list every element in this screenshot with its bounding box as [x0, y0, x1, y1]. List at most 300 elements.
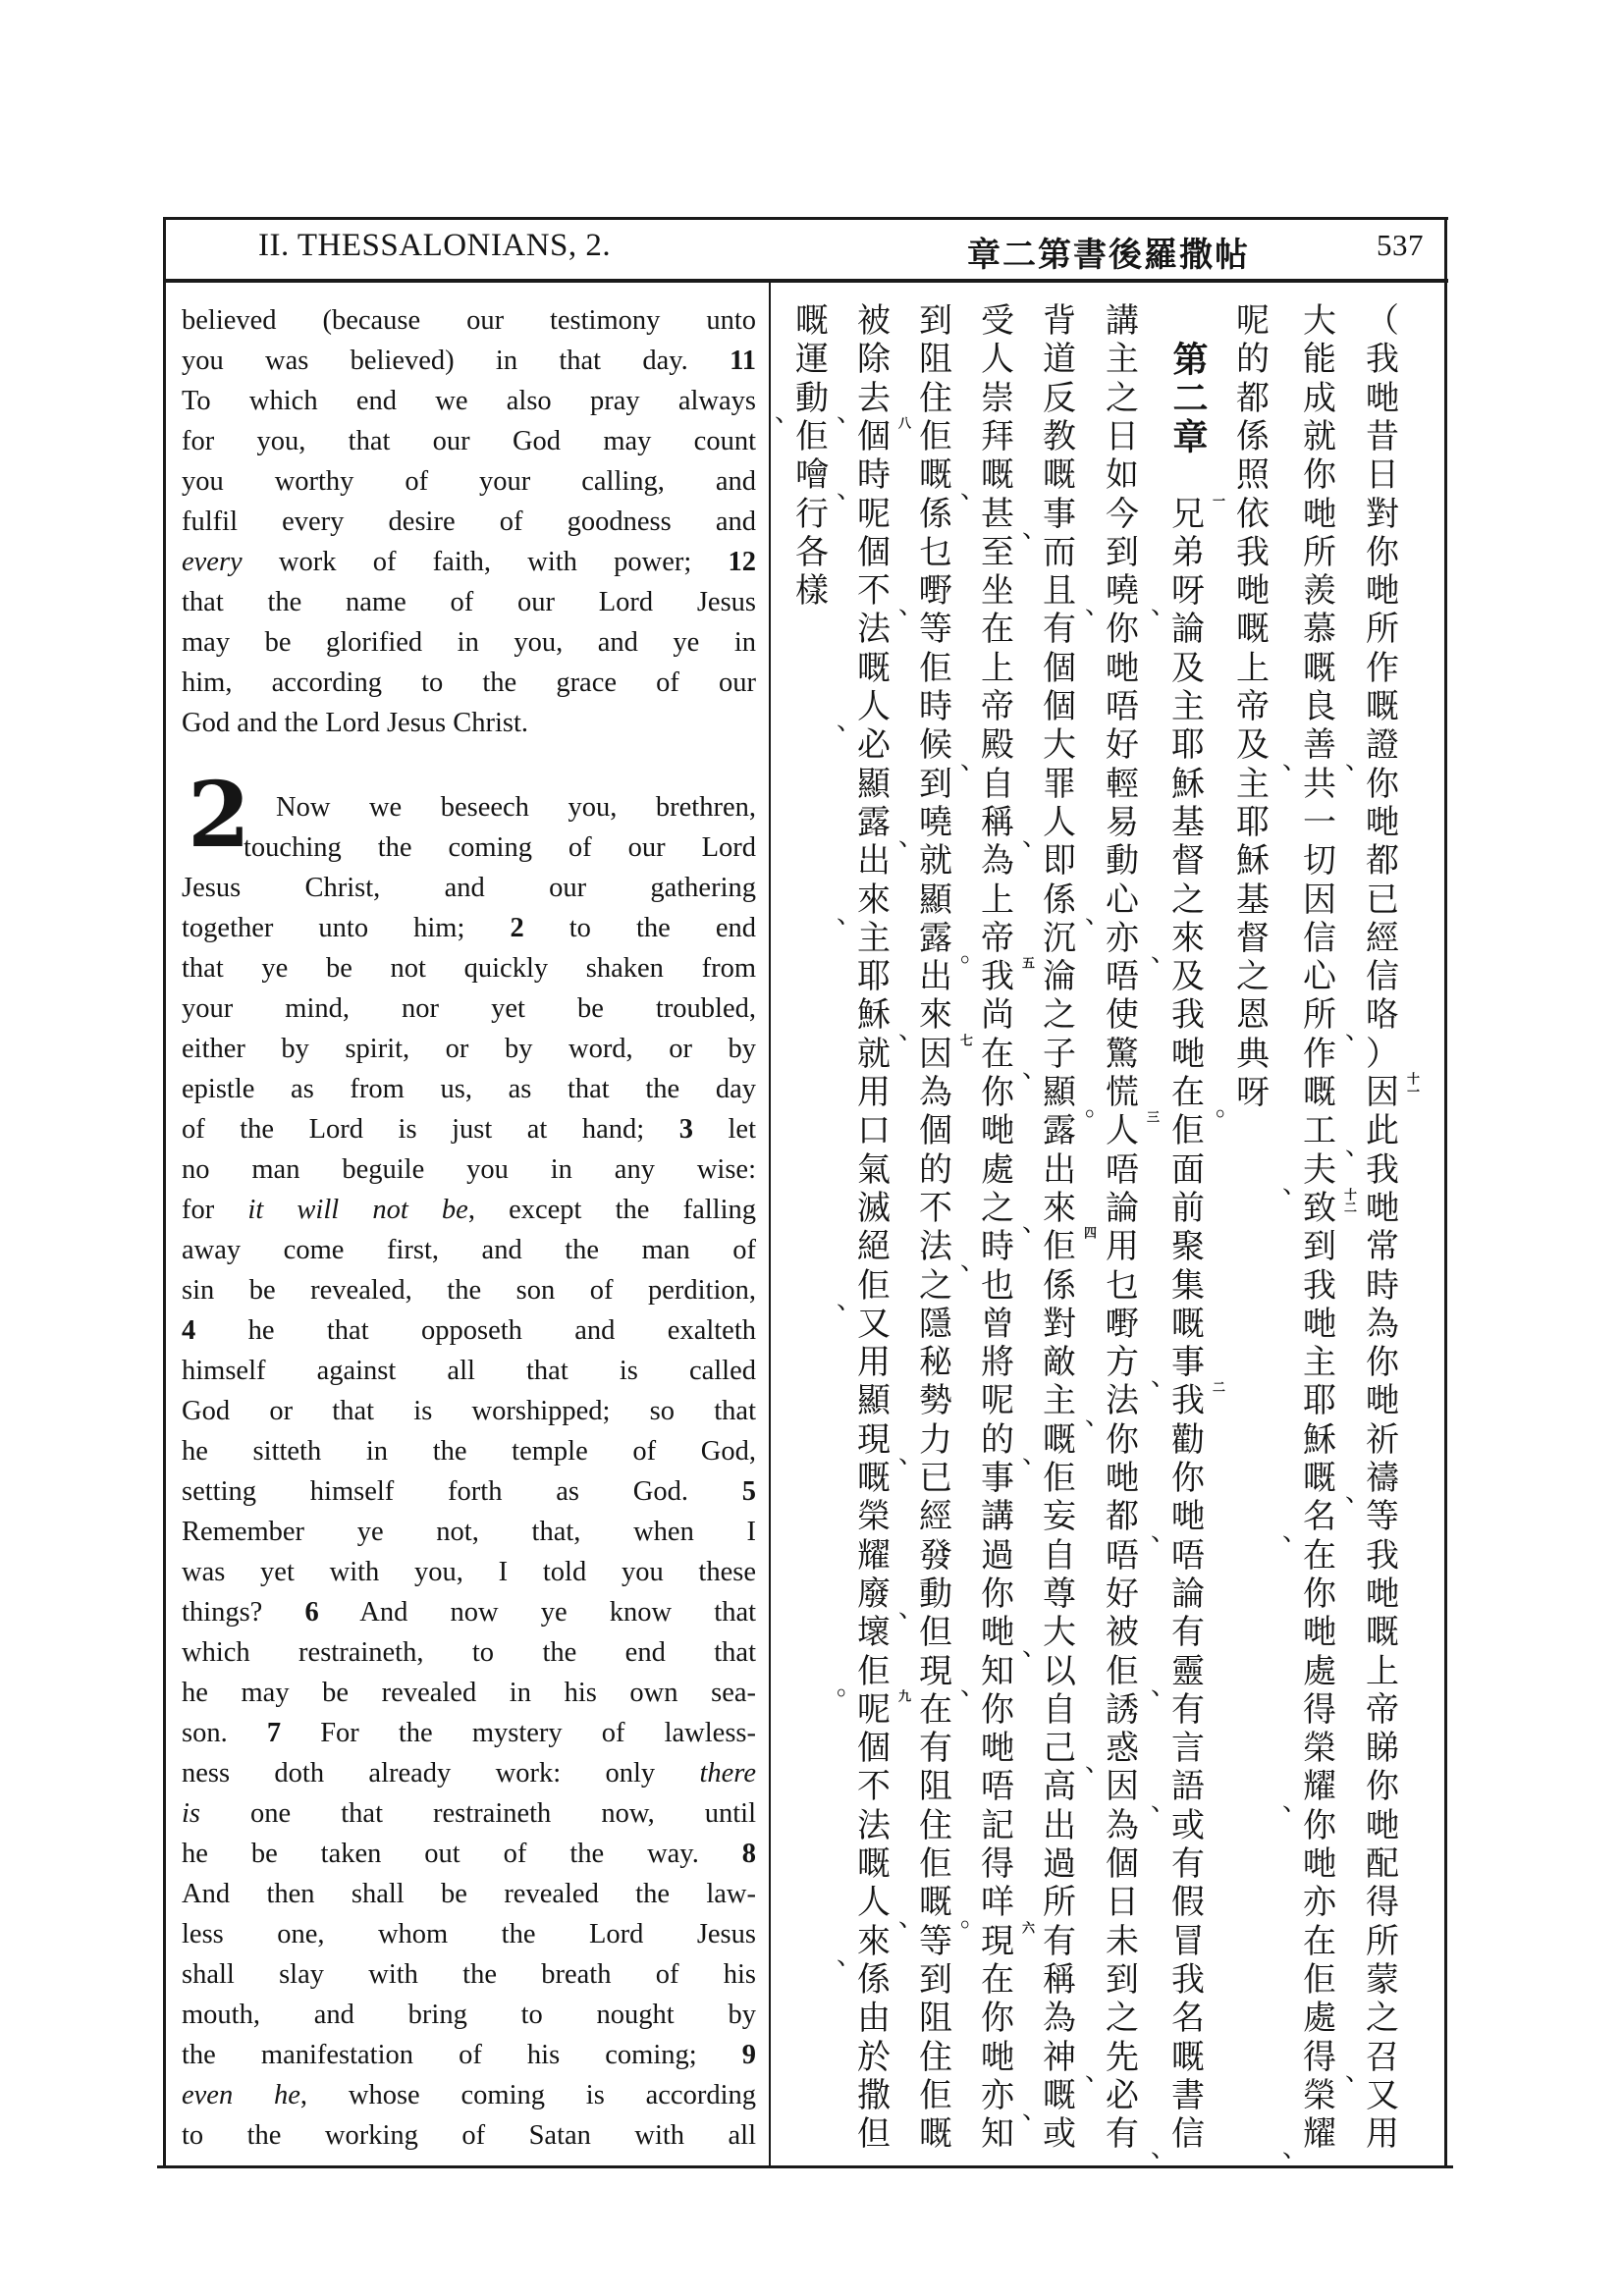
- text-line: [182, 1834, 756, 1874]
- chinese-char: 有: [1171, 1613, 1205, 1653]
- chinese-char: 個: [1106, 1844, 1139, 1884]
- punctuation-mark: 、: [898, 591, 925, 621]
- chinese-char: 人 三: [1106, 1110, 1159, 1151]
- text-line: [182, 1713, 756, 1753]
- chinese-char: 呀 。: [1216, 1073, 1270, 1123]
- text-run: setting himself forth as God.: [182, 1476, 742, 1507]
- chinese-char: 出: [1043, 1805, 1076, 1845]
- chinese-char: 就: [1303, 416, 1336, 456]
- punctuation-mark: 、: [1282, 2134, 1309, 2164]
- punctuation-mark: 、: [1345, 2056, 1372, 2087]
- chinese-char: 呀 、: [1151, 571, 1205, 621]
- text-run: Remember ye not, that, when I: [182, 1517, 756, 1547]
- text-line: [182, 341, 756, 381]
- chinese-char: 主: [1236, 764, 1270, 804]
- punctuation-mark: 、: [1022, 1439, 1049, 1469]
- chinese-char: 以: [1043, 1651, 1076, 1691]
- chinese-char: 有: [1043, 610, 1076, 650]
- chinese-char: 乜: [1106, 1265, 1139, 1306]
- chinese-char: 主: [1043, 1381, 1076, 1421]
- chinese-char: 經: [919, 1497, 952, 1537]
- chinese-char: 嘢: [1106, 1304, 1139, 1344]
- punctuation-mark: 、: [775, 398, 801, 428]
- chinese-char: 為: [1106, 1805, 1139, 1845]
- chinese-char: 召 、: [1345, 2037, 1399, 2087]
- chinese-char: 阻: [919, 1999, 952, 2039]
- text-run: of the Lord is just at hand;: [182, 1114, 679, 1145]
- chinese-char: 都: [1366, 841, 1399, 881]
- chinese-char: 上: [1236, 648, 1270, 688]
- chinese-char: 大: [1043, 725, 1076, 766]
- chinese-char: 耀: [857, 1535, 891, 1575]
- chinese-char: 人 、: [1022, 802, 1076, 853]
- chinese-char: 因 七: [919, 1033, 972, 1074]
- text-run: son.: [182, 1718, 267, 1748]
- chinese-char: 秘: [919, 1343, 952, 1383]
- chinese-char: 你: [1366, 532, 1399, 572]
- chinese-char: 慕: [1303, 610, 1336, 650]
- punctuation-mark: 、: [1151, 938, 1177, 969]
- chinese-char: 撒: [857, 2075, 891, 2115]
- chinese-char: 稱: [981, 802, 1014, 842]
- chinese-char: 哋 、: [1151, 1497, 1205, 1547]
- chinese-char: 帝: [981, 687, 1014, 726]
- chinese-char: 顯: [1043, 1073, 1076, 1112]
- chinese-char: 但: [919, 1613, 952, 1653]
- chinese-char: 為: [981, 841, 1014, 881]
- chinese-char: 顯: [857, 764, 891, 804]
- chinese-char: 在: [919, 1689, 952, 1730]
- chinese-char: 日: [1106, 416, 1139, 456]
- punctuation-mark: 、: [1022, 823, 1049, 853]
- chinese-char: 處: [1303, 1651, 1336, 1691]
- chinese-char: 至: [981, 532, 1014, 572]
- italic-run: is: [182, 1798, 201, 1829]
- chinese-char: 共: [1303, 764, 1336, 804]
- chinese-char: 哋: [1106, 648, 1139, 688]
- punctuation-mark: 。: [960, 1902, 987, 1933]
- chinese-char: 唔: [1106, 1535, 1139, 1575]
- chinese-char: 佢: [1303, 1959, 1336, 2000]
- chinese-char: 嘵 、: [1085, 571, 1139, 621]
- chinese-char: 不: [857, 571, 891, 612]
- chinese-char: 夫 、: [1282, 1149, 1336, 1200]
- text-run: mouth, and bring to nought by: [182, 2000, 756, 2030]
- chinese-char: 及: [1171, 957, 1205, 997]
- chinese-char: 佢 。: [837, 1651, 891, 1701]
- punctuation-mark: 、: [898, 823, 925, 853]
- chinese-char: 講: [1106, 301, 1139, 341]
- chinese-char: 因: [1303, 880, 1336, 920]
- chinese-char: 你: [1171, 1459, 1205, 1498]
- chinese-char: 主: [857, 918, 891, 958]
- chinese-char: 運: [795, 340, 829, 380]
- text-run: him, according to the grace of our: [182, 667, 756, 698]
- text-line: [182, 381, 756, 421]
- chinese-char: 配: [1366, 1844, 1399, 1884]
- text-line: [182, 703, 756, 743]
- text-run: , except the falling: [467, 1195, 756, 1225]
- chinese-char: 嘅: [1366, 687, 1399, 726]
- chinese-char: 高: [1043, 1767, 1076, 1807]
- text-run: ness doth already work: only: [182, 1758, 700, 1789]
- text-line: [182, 1310, 756, 1351]
- chinese-char: 唔: [1106, 1149, 1139, 1190]
- chinese-char: 自: [1043, 1535, 1076, 1575]
- verse-number: 7: [266, 1718, 282, 1748]
- chinese-char: 你: [981, 1999, 1014, 2039]
- chinese-char: 罪: [1043, 764, 1076, 804]
- verse-number: 9: [741, 2040, 756, 2070]
- chinese-char: 亦: [1106, 918, 1139, 958]
- verse-number: 八: [895, 415, 910, 429]
- chinese-char: 拜: [981, 416, 1014, 456]
- chinese-char: 等: [919, 1921, 952, 1961]
- chinese-char: 樣: [795, 571, 829, 612]
- punctuation-mark: 、: [898, 1015, 925, 1045]
- chinese-char: 書: [1171, 2075, 1205, 2115]
- chinese-char: 行: [795, 494, 829, 534]
- chinese-char: 嘅: [857, 1459, 891, 1498]
- chinese-char: 氣: [857, 1149, 891, 1190]
- text-run: for you, that our God may count: [182, 426, 756, 456]
- chinese-char: 法: [857, 1805, 891, 1845]
- chinese-char: 嘅 、: [898, 1883, 952, 1933]
- text-run: To which end we also pray always: [182, 386, 756, 416]
- punctuation-mark: 、: [1345, 1015, 1372, 1045]
- chinese-char: 係: [857, 1959, 891, 2000]
- text-line: [182, 421, 756, 461]
- chinese-char: 係: [1043, 1265, 1076, 1306]
- chinese-char: 我 五: [981, 956, 1034, 997]
- chinese-char: 如: [1106, 455, 1139, 496]
- chinese-char: 帝: [1366, 1689, 1399, 1730]
- chinese-char: 嘅: [857, 1844, 891, 1884]
- chinese-char: 人 、: [837, 687, 891, 737]
- chinese-char: 得: [1366, 1883, 1399, 1923]
- verse-number: 五: [1019, 956, 1034, 970]
- chinese-char: 嘅 、: [1022, 1419, 1076, 1469]
- chinese-char: 沉: [1043, 918, 1076, 958]
- chinese-char: 自: [1043, 1689, 1076, 1730]
- chinese-char: 我: [1303, 1265, 1336, 1306]
- chinese-char: 前: [1171, 1188, 1205, 1228]
- chinese-char: 慌 。: [1085, 1073, 1139, 1123]
- chinese-char: 我: [1171, 1959, 1205, 2000]
- frame-bottom-rule: [157, 2165, 1453, 2168]
- punctuation-mark: 、: [1151, 1362, 1177, 1393]
- chinese-char: 事: [981, 1459, 1014, 1498]
- chinese-char: 住: [919, 2037, 952, 2077]
- chinese-char: 過: [981, 1535, 1014, 1575]
- verse-number: 8: [741, 1839, 756, 1869]
- text-run: either by spirit, or by word, or by: [182, 1034, 756, 1064]
- chinese-char: 絕: [857, 1227, 891, 1267]
- chinese-char: 佢: [1043, 1459, 1076, 1498]
- chinese-char: 嘅: [919, 455, 952, 496]
- chinese-char: 我: [1366, 340, 1399, 380]
- chinese-char: 有: [1043, 1921, 1076, 1961]
- chinese-char: 個: [919, 1111, 952, 1151]
- punctuation-mark: 、: [1345, 1478, 1372, 1509]
- chinese-char: 法: [857, 610, 891, 650]
- chinese-char: 主: [1171, 687, 1205, 726]
- chinese-char: 易: [1106, 802, 1139, 842]
- text-line: [182, 1431, 756, 1471]
- text-run: he may be revealed in his own sea-: [182, 1678, 756, 1708]
- chinese-char: 呢: [1236, 301, 1270, 341]
- text-line: [182, 1029, 756, 1069]
- chinese-char: 將: [981, 1343, 1014, 1383]
- chinese-char: 耶: [1236, 802, 1270, 842]
- chinese-char: 惑 、: [1085, 1729, 1139, 1779]
- chinese-char: 方: [1106, 1343, 1139, 1383]
- text-run: And then shall be revealed the law-: [182, 1879, 756, 1909]
- chinese-char: 等: [1366, 1497, 1399, 1537]
- chinese-char: 唔: [981, 1767, 1014, 1807]
- chinese-char: 大 、: [1022, 1613, 1076, 1663]
- text-run: touching the coming of our Lord: [243, 832, 756, 863]
- chinese-char: 殿 、: [960, 725, 1014, 775]
- chinese-char: 常: [1366, 1227, 1399, 1267]
- chinese-char: 呢: [857, 494, 891, 534]
- text-run: less one, whom the Lord Jesus: [182, 1919, 756, 1949]
- text-run: together unto him;: [182, 913, 511, 943]
- text-run: that ye be not quickly shaken from: [182, 953, 756, 984]
- punctuation-mark: 、: [960, 1671, 987, 1701]
- chinese-char: 帝: [1236, 687, 1270, 726]
- chinese-char: 嘅: [919, 2114, 952, 2155]
- punctuation-mark: 、: [1022, 1632, 1049, 1663]
- verse-number: 6: [304, 1597, 319, 1628]
- chinese-char: 亦: [1303, 1883, 1336, 1923]
- chinese-char: 你: [1106, 610, 1139, 650]
- chinese-char: 你: [1303, 1574, 1336, 1614]
- chinese-char: 即: [1043, 841, 1076, 881]
- chinese-char: 又: [1366, 2075, 1399, 2115]
- text-run: that the name of our Lord Jesus: [182, 587, 756, 617]
- chinese-char: 不: [857, 1767, 891, 1807]
- chinese-char: 去 、: [837, 378, 891, 428]
- text-run: And now ye know that: [318, 1597, 757, 1628]
- chinese-char: 一: [1303, 802, 1336, 842]
- chinese-char: 個 八: [857, 415, 910, 456]
- chinese-char: 之: [1106, 378, 1139, 418]
- chinese-char: 佢 四: [1043, 1226, 1096, 1267]
- chinese-char: 坐: [981, 571, 1014, 612]
- chinese-char: 上: [1366, 1651, 1399, 1691]
- text-line: [182, 663, 756, 703]
- punctuation-mark: 、: [960, 475, 987, 506]
- chinese-char: 處: [981, 1149, 1014, 1190]
- chinese-char: 神: [1043, 2037, 1076, 2077]
- chinese-char: 或: [1171, 1805, 1205, 1845]
- chinese-char: 時 、: [837, 455, 891, 506]
- verse-number: 一: [1210, 493, 1224, 507]
- text-line: [182, 1270, 756, 1310]
- punctuation-mark: 、: [1151, 1517, 1177, 1547]
- chinese-char: 我: [1171, 995, 1205, 1036]
- chinese-char: 穌: [1236, 841, 1270, 881]
- punctuation-mark: 、: [1151, 2134, 1177, 2164]
- chinese-char: 哋: [1303, 1844, 1336, 1884]
- chinese-char: 在: [1303, 1535, 1336, 1575]
- chinese-char: 不: [919, 1188, 952, 1228]
- chinese-char: 假: [1171, 1883, 1205, 1923]
- chinese-char: 現: [857, 1419, 891, 1460]
- chinese-char: 嘅: [1236, 610, 1270, 650]
- punctuation-mark: 、: [898, 1439, 925, 1469]
- chinese-char: 唔: [1106, 957, 1139, 997]
- chinese-char: ）: [1366, 1034, 1399, 1074]
- chinese-char: 到: [1303, 1227, 1336, 1267]
- chinese-char: 你: [1366, 1343, 1399, 1383]
- chinese-char: 必: [1106, 2075, 1139, 2115]
- chinese-char: 大: [1303, 301, 1336, 341]
- text-run: he sitteth in the temple of God,: [182, 1436, 756, 1467]
- chinese-char: 嘅 、: [960, 455, 1014, 506]
- chapter-title: 第二章: [1167, 341, 1209, 456]
- page-number: 537: [1377, 228, 1424, 262]
- chinese-char: 就: [857, 1034, 891, 1074]
- text-line: [182, 1995, 756, 2035]
- chinese-char: 哋: [1303, 1613, 1336, 1653]
- chinese-char: 現 六: [981, 1920, 1034, 1961]
- chinese-char: 到: [919, 1959, 952, 2000]
- chinese-char: 集: [1171, 1265, 1205, 1306]
- italic-run: even he: [182, 2080, 300, 2110]
- chinese-char: 又: [857, 1304, 891, 1344]
- chinese-char: 工: [1303, 1111, 1336, 1151]
- text-run: may be glorified in you, and ye in: [182, 627, 756, 658]
- chinese-char: 勢: [919, 1381, 952, 1421]
- text-line: [182, 908, 756, 948]
- chinese-char: 睇: [1366, 1729, 1399, 1769]
- chinese-char: 因: [1106, 1767, 1139, 1807]
- chinese-char: 唔: [1106, 687, 1139, 726]
- chinese-char: 子 、: [1022, 1034, 1076, 1084]
- punctuation-mark: 、: [898, 1594, 925, 1625]
- text-run: you was believed) in that day.: [182, 346, 730, 376]
- chinese-char: 或: [1043, 2114, 1076, 2155]
- chinese-char: 噲: [795, 455, 829, 496]
- chinese-char: 羨: [1303, 571, 1336, 612]
- chinese-char: 好: [1106, 725, 1139, 766]
- punctuation-mark: 、: [1022, 513, 1049, 544]
- chinese-char: 被: [857, 301, 891, 341]
- chinese-char: 你: [1366, 1767, 1399, 1807]
- chinese-char: 誘: [1106, 1689, 1139, 1730]
- text-run: which restraineth, to the end that: [182, 1637, 756, 1668]
- chinese-char: 上: [981, 648, 1014, 688]
- chinese-char: 來 、: [898, 995, 952, 1045]
- chinese-char: 嘅: [1303, 648, 1336, 688]
- chinese-char: 呢: [981, 1381, 1014, 1421]
- text-run: to the end: [523, 913, 756, 943]
- chinese-char: 崇: [981, 378, 1014, 418]
- punctuation-mark: 、: [1085, 2056, 1111, 2087]
- chinese-char: 來 、: [837, 880, 891, 930]
- chinese-char: 人: [981, 340, 1014, 380]
- chinese-char: 論: [1171, 1574, 1205, 1614]
- punctuation-mark: 、: [960, 1247, 987, 1277]
- text-line: [182, 948, 756, 988]
- chinese-char: 哋: [981, 2037, 1014, 2077]
- chinese-char: 稱: [1043, 1959, 1076, 2000]
- chinese-char: 事 、: [1022, 494, 1076, 544]
- chinese-char: 穌: [1171, 764, 1205, 804]
- chinese-char: 主: [1106, 340, 1139, 380]
- chinese-char: 時 、: [960, 1227, 1014, 1277]
- chinese-char: 良: [1303, 687, 1336, 726]
- chinese-char: 之: [1043, 995, 1076, 1036]
- chinese-char: 語 、: [1151, 1767, 1205, 1817]
- chinese-char: 係: [919, 494, 952, 534]
- chinese-char: 耶: [1171, 725, 1205, 766]
- punctuation-mark: 、: [1151, 591, 1177, 621]
- chinese-char: 呢 九: [857, 1688, 910, 1730]
- text-run: the manifestation of his coming;: [182, 2040, 742, 2070]
- chinese-char: 有: [919, 1729, 952, 1769]
- italic-run: every: [182, 547, 243, 577]
- chinese-char: 你: [981, 1073, 1014, 1112]
- text-line: [182, 1954, 756, 1995]
- verse-number: 三: [1144, 1110, 1159, 1124]
- chinese-char: 發: [919, 1535, 952, 1575]
- text-run: he that opposeth and exalteth: [195, 1315, 756, 1346]
- chinese-char: 力 、: [898, 1419, 952, 1469]
- chinese-char: 時: [1366, 1265, 1399, 1306]
- chinese-char: 所: [1366, 610, 1399, 650]
- text-run: Jesus Christ, and our gathering: [182, 873, 756, 903]
- punctuation-mark: 、: [837, 899, 863, 930]
- chinese-char: 哋: [1171, 1034, 1205, 1074]
- text-run: himself against all that is called: [182, 1356, 756, 1386]
- chinese-char: 佢: [1106, 1651, 1139, 1691]
- chinese-char: 哋: [1366, 378, 1399, 418]
- chinese-char: 得: [1303, 1689, 1336, 1730]
- chinese-char: 日: [1366, 455, 1399, 496]
- verse-number: 3: [678, 1114, 693, 1145]
- chinese-char: 有: [1171, 1689, 1205, 1730]
- chinese-char: 講: [981, 1497, 1014, 1537]
- chinese-char: 耶: [1303, 1381, 1336, 1421]
- chinese-char: 典: [1236, 1034, 1270, 1074]
- text-line: [182, 1069, 756, 1109]
- chinese-char: 信: [1303, 918, 1336, 958]
- chinese-char: 尊: [1043, 1574, 1076, 1614]
- chinese-char: 咯 、: [1345, 995, 1399, 1045]
- chinese-char: 佢: [919, 648, 952, 688]
- chinese-char: 時: [919, 687, 952, 726]
- punctuation-mark: 、: [1282, 1169, 1309, 1200]
- punctuation-mark: 。: [837, 1671, 863, 1701]
- chinese-char: 教: [1043, 416, 1076, 456]
- punctuation-mark: 、: [1022, 1208, 1049, 1239]
- chinese-char: 出: [1043, 1149, 1076, 1190]
- chinese-char: 來 、: [837, 1921, 891, 1971]
- text-line: [182, 582, 756, 622]
- chinese-char: 先 、: [1085, 2037, 1139, 2087]
- chinese-char: 耀 、: [1282, 1767, 1336, 1817]
- chinese-char: 依: [1236, 494, 1270, 534]
- text-run: he be taken out of the way.: [182, 1839, 742, 1869]
- chinese-char: 我: [1366, 1149, 1399, 1190]
- chinese-char: 廢: [857, 1574, 891, 1614]
- text-line: [182, 2115, 756, 2156]
- punctuation-mark: 、: [960, 745, 987, 775]
- chinese-char: 佢: [919, 1844, 952, 1884]
